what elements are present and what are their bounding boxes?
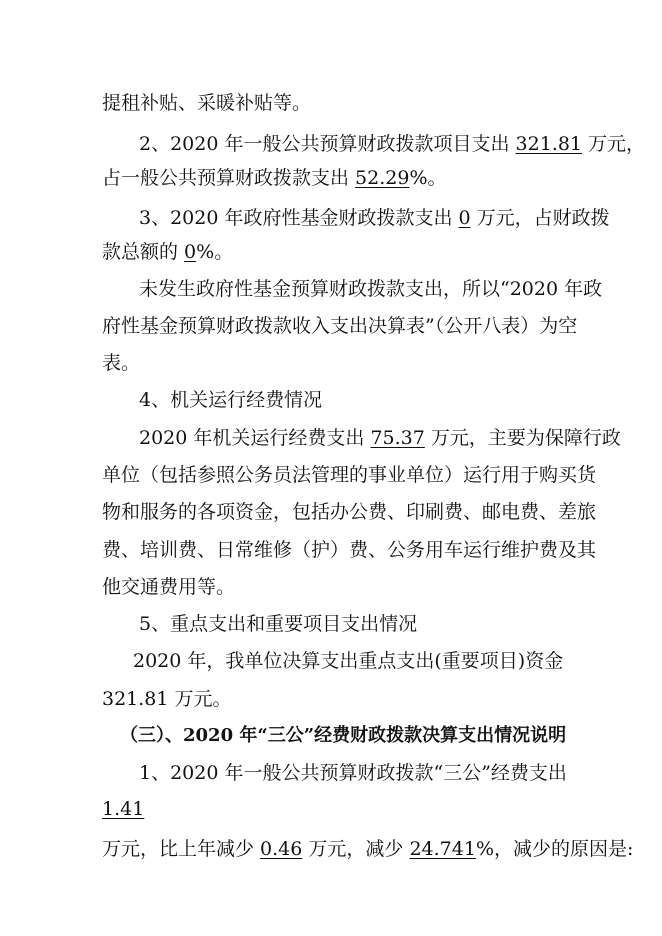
- text: 2、2020 年一般公共预算财政拨款项目支出: [139, 133, 516, 155]
- text: 3、2020 年政府性基金财政拨款支出: [139, 207, 459, 229]
- text: 单位（包括参照公务员法管理的事业单位）运行用于购买货: [102, 464, 597, 486]
- text: 2020 年机关运行经费支出: [139, 427, 371, 449]
- paragraph-line: [102, 239, 233, 265]
- text: 4、机关运行经费情况: [139, 389, 323, 411]
- text: 万元，比上年减少: [102, 838, 261, 860]
- text: 万元，占财政拨: [470, 207, 610, 229]
- paragraph-line: [102, 686, 232, 712]
- text: 提租补贴、采暖补贴等。: [102, 92, 312, 114]
- text: 费、培训费、日常维修（护）费、公务用车运行维护费及其: [102, 539, 597, 561]
- fund-expenditure-amount: 0: [458, 207, 471, 229]
- paragraph-line: [102, 836, 633, 862]
- paragraph-line: [139, 276, 602, 302]
- text: %。: [196, 241, 234, 263]
- paragraph-line: [102, 313, 577, 339]
- decrease-amount: 0.46: [260, 838, 303, 860]
- operating-expense-amount: 75.37: [370, 427, 425, 449]
- text: 5、重点支出和重要项目支出情况: [139, 613, 418, 635]
- text: 2020 年，我单位决算支出重点支出(重要项目)资金: [133, 650, 564, 672]
- text: %，减少的原因是:: [475, 838, 634, 860]
- paragraph-line: [102, 350, 140, 376]
- decrease-percent: 24.741: [409, 838, 476, 860]
- text: 他交通费用等。: [102, 576, 236, 598]
- paragraph-line: [102, 462, 596, 488]
- text: 万元，减少: [302, 838, 410, 860]
- text: 物和服务的各项资金，包括办公费、印刷费、邮电费、差旅: [102, 501, 597, 523]
- text: 款总额的: [102, 241, 185, 263]
- text: 321.81 万元。: [102, 688, 232, 710]
- paragraph-line: [102, 499, 596, 525]
- text: %。: [409, 167, 447, 189]
- text: 占一般公共预算财政拨款支出: [102, 167, 356, 189]
- text: 府性基金预算财政拨款收入支出决算表”（公开八表）为空: [102, 315, 578, 337]
- subheading: [139, 387, 322, 413]
- text: 万元，: [582, 133, 646, 155]
- subheading: [139, 611, 417, 637]
- paragraph-line: [102, 574, 235, 600]
- text: 未发生政府性基金预算财政拨款支出，所以“2020 年政: [139, 278, 603, 300]
- section-heading: [120, 723, 566, 749]
- fund-expenditure-percent: 0: [184, 241, 197, 263]
- paragraph-line: [102, 165, 447, 191]
- paragraph-line: [133, 648, 563, 674]
- paragraph-line: [139, 760, 567, 786]
- text: 1、2020 年一般公共预算财政拨款“三公”经费支出: [139, 762, 567, 784]
- three-public-expense-amount: 1.41: [102, 798, 145, 820]
- paragraph-line: [102, 90, 311, 116]
- paragraph-line: [102, 537, 596, 563]
- paragraph-line: [139, 205, 610, 231]
- text: （三）、2020 年“三公”经费财政拨款决算支出情况说明: [120, 725, 567, 746]
- project-expenditure-percent: 52.29: [355, 167, 410, 189]
- project-expenditure-amount: 321.81: [515, 133, 583, 155]
- text: 万元，主要为保障行政: [424, 427, 621, 449]
- paragraph-line: [139, 425, 621, 451]
- paragraph-line: [139, 131, 645, 157]
- paragraph-line: [102, 796, 144, 822]
- text: 表。: [102, 352, 141, 374]
